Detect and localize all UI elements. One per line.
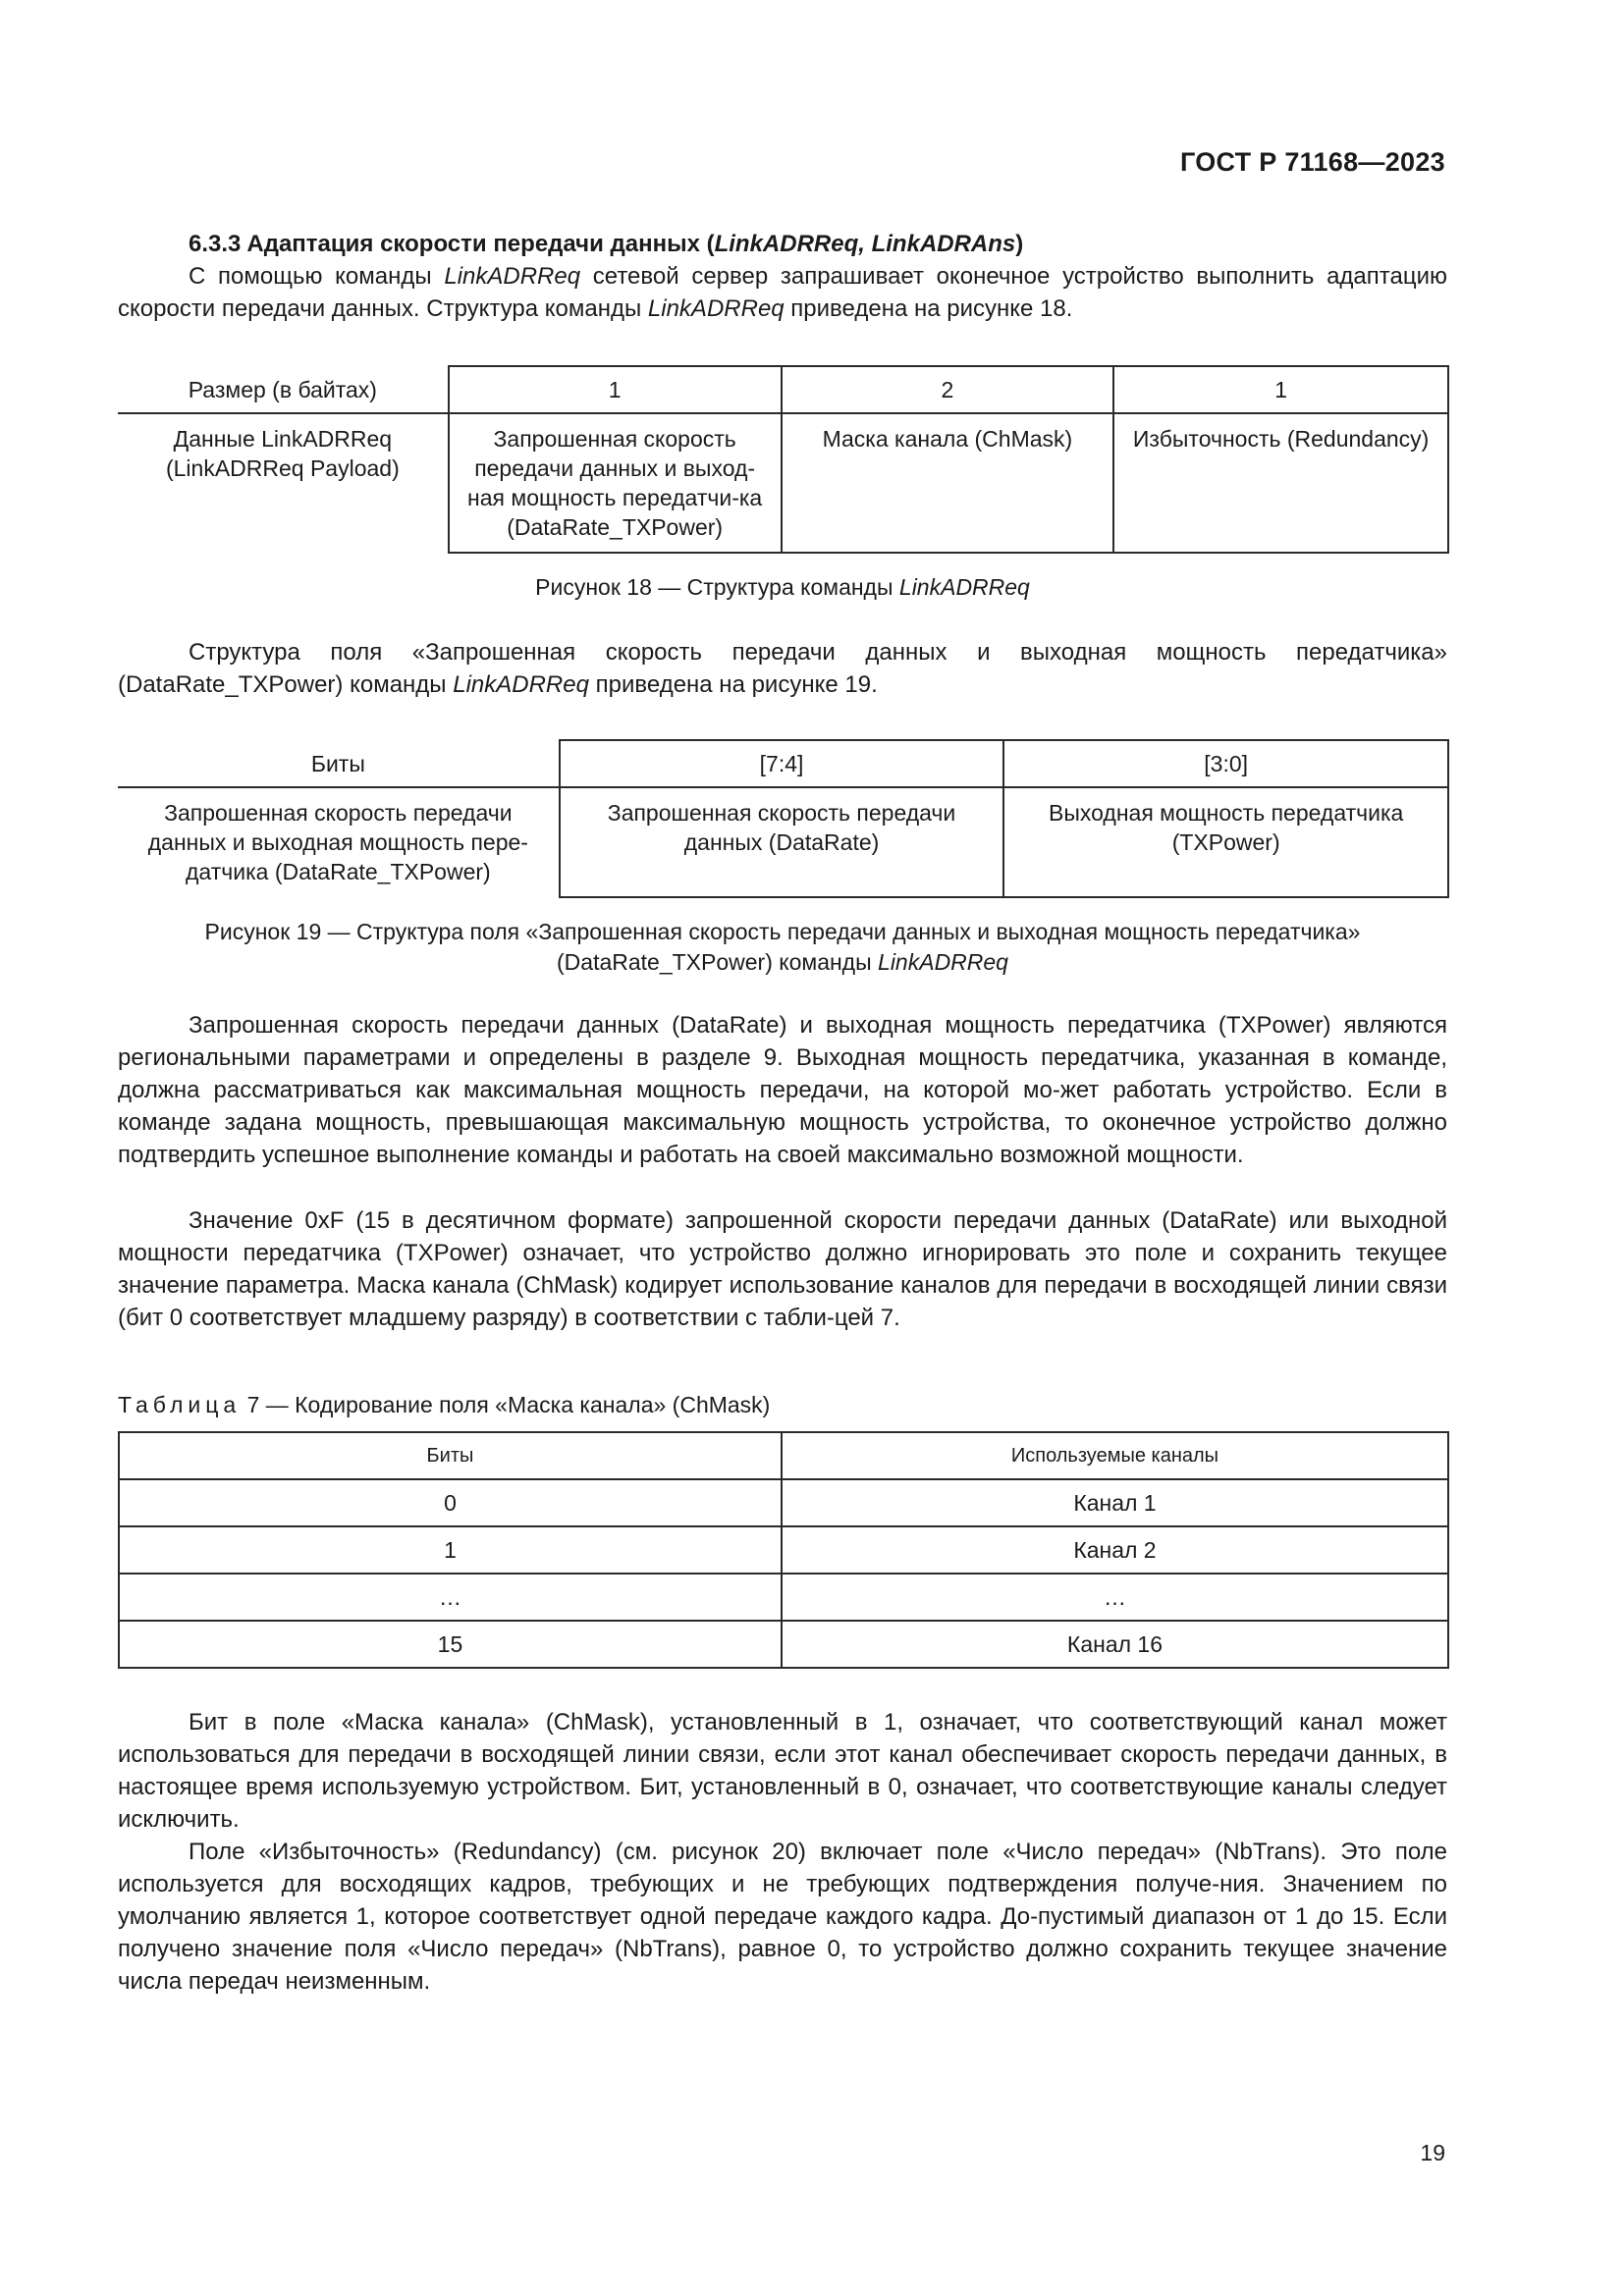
figure18-caption-text: Рисунок 18 — Структура команды — [535, 574, 899, 600]
table7-cell-channel: … — [782, 1574, 1448, 1621]
intro-text-1: С помощью команды — [189, 263, 445, 290]
figure19-intro-text-1: Структура поля «Запрошенная скорость передачи данных и выходная мощность передатчика» (DataRate_TXPower) команды — [118, 639, 1447, 698]
table-row — [119, 1574, 1448, 1621]
figure18-cell-chmask: Маска канала (ChMask) — [782, 413, 1114, 553]
figure18-cell-datarate: Запрошенная скорость передачи данных и выход-ная мощность передатчи-ка (DataRate_TXPower) — [449, 413, 782, 553]
figure19-header-lo: [3:0] — [1003, 740, 1448, 787]
figure18-caption — [118, 572, 1447, 603]
figure19-intro-text-2: приведена на рисунке 19. — [588, 671, 878, 698]
figure19-header-row — [118, 740, 1448, 787]
figure18-table — [118, 365, 1449, 554]
section-heading — [118, 228, 1447, 260]
intro-command-1: LinkADRReq — [444, 263, 581, 290]
figure19-header-hi: [7:4] — [560, 740, 1004, 787]
table7-cell-bits: 15 — [119, 1621, 782, 1668]
table7-label — [118, 1392, 770, 1418]
figure18-header-col2: 2 — [782, 366, 1114, 413]
table7-cell-channel: Канал 2 — [782, 1526, 1448, 1574]
figure19-cell-txpower: Выходная мощность передатчика (TXPower) — [1003, 787, 1448, 897]
paragraph-redundancy: Поле «Избыточность» (Redundancy) (см. рисунок 20) включает поле «Число передач» (NbTrans). Это поле используется для восходящих кадров, требующих и не требующих подтверждения получе-ния. Значением по умолчанию является 1, которое соответствует одной передаче каждого кадра. До-пустимый диапазон от 1 до 15. Если получено значение поля «Число передач» (NbTrans), равное 0, то устройство должно сохранить текущее значение числа передач неизменным. — [118, 1839, 1447, 1995]
intro-text-2: сетевой сервер запрашивает оконечное устройство выполнить адаптацию скорости передачи данных. Структура команды — [118, 263, 1448, 322]
figure19-intro-paragraph — [118, 636, 1447, 701]
table7-cell-channel: Канал 1 — [782, 1479, 1448, 1526]
figure19-row-label: Запрошенная скорость передачи данных и выходная мощность пере-датчика (DataRate_TXPower) — [147, 800, 528, 884]
figure19-table — [118, 739, 1449, 898]
figure19-intro-command: LinkADRReq — [453, 671, 589, 698]
table7-label-text: 7 — Кодирование поля «Маска канала» (ChMask) — [241, 1392, 771, 1417]
paragraph-datarate: Запрошенная скорость передачи данных (DataRate) и выходная мощность передатчика (TXPower) являются региональными параметрами и определены в разделе 9. Выходная мощность передатчика, указанная в команде, должна рассматриваться как максимальная мощность передачи, на которой мо-жет работать устройство. Если в команде задана мощность, превышающая максимальную мощность устройства, то оконечное устройство должно подтвердить успешное выполнение команды и работать на своей максимально возможной мощности. — [118, 1012, 1447, 1168]
figure18-data-row — [118, 413, 1448, 553]
table7-header-channels: Используемые каналы — [782, 1432, 1448, 1479]
figure19-caption-line2: (DataRate_TXPower) команды — [557, 949, 879, 975]
figure18-row-label: Данные LinkADRReq (LinkADRReq Payload) — [165, 426, 400, 481]
figure18-header-size: Размер (в байтах) — [118, 366, 449, 413]
table7-cell-bits: 0 — [119, 1479, 782, 1526]
intro-text-3: приведена на рисунке 18. — [784, 295, 1073, 322]
intro-command-2: LinkADRReq — [647, 295, 785, 322]
table-row — [119, 1479, 1448, 1526]
figure19-caption-command: LinkADRReq — [878, 949, 1008, 975]
table7-cell-channel: Канал 16 — [782, 1621, 1448, 1668]
table7-header-row — [119, 1432, 1448, 1479]
table7-cell-bits: … — [119, 1574, 782, 1621]
figure18-header-col3: 1 — [1113, 366, 1448, 413]
figure18-header-row — [118, 366, 1448, 413]
table7 — [118, 1431, 1449, 1669]
section-number: 6.3.3 — [189, 231, 242, 257]
table-row — [119, 1526, 1448, 1574]
intro-paragraph — [118, 260, 1447, 325]
document-header: ГОСТ Р 71168—2023 — [1179, 147, 1445, 177]
paragraph-0xf: Значение 0xF (15 в десятичном формате) запрошенной скорости передачи данных (DataRate) или выходной мощности передатчика (TXPower) означает, что устройство должно игнорировать это поле и сохранить текущее значение параметра. Маска канала (ChMask) кодирует использование каналов для передачи в восходящей линии связи (бит 0 соответствует младшему разряду) в соответствии с табли-цей 7. — [118, 1207, 1447, 1331]
table-row — [119, 1621, 1448, 1668]
table7-header-bits: Биты — [119, 1432, 782, 1479]
page-number: 19 — [1420, 2140, 1445, 2165]
figure18-cell-redundancy: Избыточность (Redundancy) — [1113, 413, 1448, 553]
table7-label-word: Таблица — [118, 1392, 242, 1417]
section-command: LinkADRReq, LinkADRAns — [714, 231, 1016, 257]
figure19-cell-datarate: Запрошенная скорость передачи данных (DataRate) — [560, 787, 1004, 897]
table7-cell-bits: 1 — [119, 1526, 782, 1574]
section-title-close: ) — [1015, 231, 1024, 257]
figure19-caption-line1: Рисунок 19 — Структура поля «Запрошенная скорость передачи данных и выходная мощность передатчика» — [204, 919, 1361, 944]
figure19-caption — [118, 917, 1447, 978]
figure19-data-row — [118, 787, 1448, 897]
section-title: Адаптация скорости передачи данных ( — [246, 231, 715, 257]
paragraph-chmask-bit: Бит в поле «Маска канала» (ChMask), установленный в 1, означает, что соответствующий канал может использоваться для передачи в восходящей линии связи, если этот канал обеспечивает скорость передачи данных, в настоящее время используемую устройством. Бит, установленный в 0, означает, что соответствующие каналы следует исключить. — [118, 1709, 1447, 1833]
figure18-header-col1: 1 — [449, 366, 782, 413]
figure18-caption-command: LinkADRReq — [898, 574, 1030, 600]
figure19-header-bits: Биты — [118, 740, 560, 787]
